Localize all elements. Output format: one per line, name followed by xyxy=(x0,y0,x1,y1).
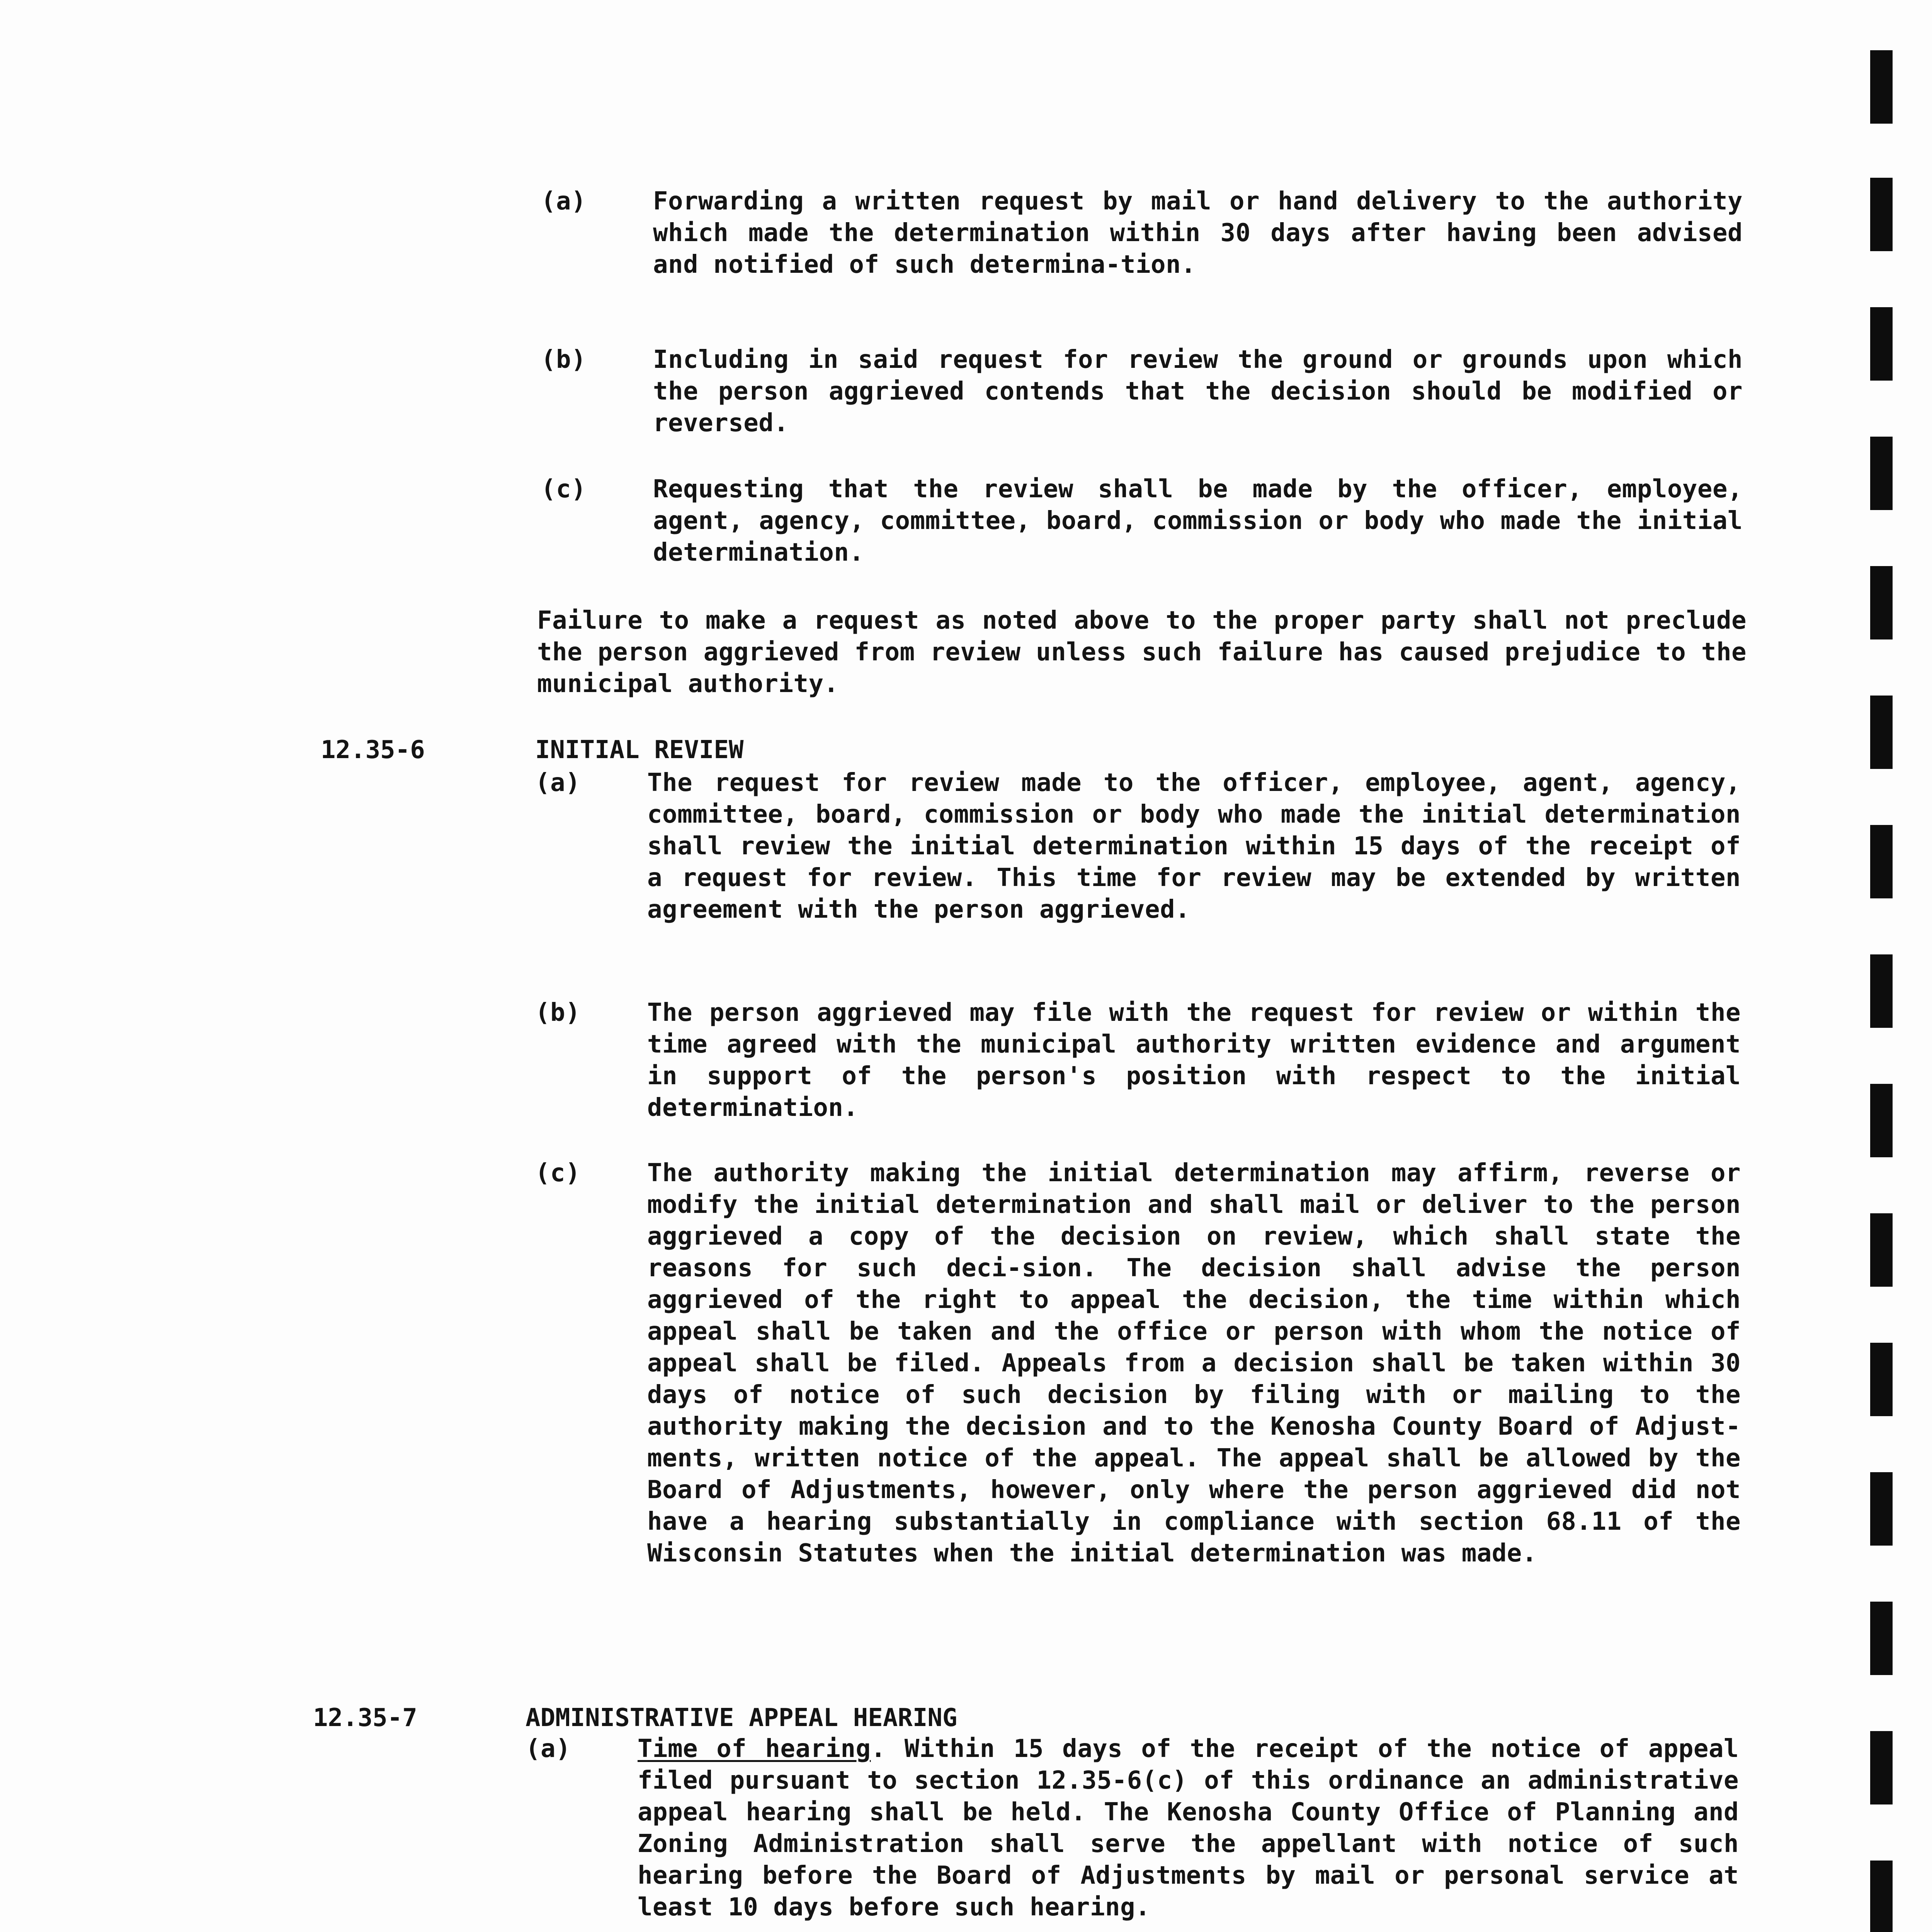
item-label: (c) xyxy=(535,1159,581,1187)
item-text: The request for review made to the officer, employee, agent, agency, committee, board, commission or body who made the initial determination shall review the initial determination within 15 days of the receipt of a request for review. This time for review may be extended by written agreement with the person aggrieved. xyxy=(647,769,1741,924)
edge-mark xyxy=(1870,307,1893,381)
section-number: 12.35-7 xyxy=(313,1704,417,1732)
scan-edge-marks xyxy=(1870,0,1901,1932)
item-text: Requesting that the review shall be made by the officer, employee, agent, agency, committee, board, commission or body who made the initial determination. xyxy=(653,475,1743,567)
item-label: (a) xyxy=(541,187,587,216)
section-number: 12.35-6 xyxy=(321,736,425,764)
edge-mark xyxy=(1870,954,1893,1028)
edge-mark xyxy=(1870,696,1893,769)
edge-mark xyxy=(1870,1861,1893,1932)
edge-mark xyxy=(1870,566,1893,639)
item-text xyxy=(638,1733,1739,1923)
section-title: INITIAL REVIEW xyxy=(535,736,744,764)
item-text: Including in said request for review the ground or grounds upon which the person aggrieved contends that the decision should be modified or reversed. xyxy=(653,345,1743,437)
edge-mark xyxy=(1870,437,1893,510)
item-label: (c) xyxy=(541,475,587,503)
item-text: Forwarding a written request by mail or hand delivery to the authority which made the determination within 30 days after having been advised and notified of such determina-tion. xyxy=(653,187,1743,279)
item-label: (b) xyxy=(541,345,587,374)
item-label: (a) xyxy=(535,769,581,797)
edge-mark xyxy=(1870,178,1893,251)
edge-mark xyxy=(1870,50,1893,124)
section-title: ADMINISTRATIVE APPEAL HEARING xyxy=(526,1704,957,1732)
item-label: (b) xyxy=(535,998,581,1027)
item-label: (a) xyxy=(526,1735,571,1763)
item-text: The person aggrieved may file with the request for review or within the time agreed with the municipal authority written evidence and argument in support of the person's position with respect to the initial determination. xyxy=(647,998,1741,1122)
edge-mark xyxy=(1870,1731,1893,1804)
item-body: . Within 15 days of the receipt of the notice of appeal filed pursuant to section 12.35-6(c) of this ordinance an administrative appeal hearing shall be held. The Kenosha County Office of Planning and Zoning Administration shall serve the appellant with notice of such hearing before the Board of Adjustments by mail or personal service at least 10 days before such hearing. xyxy=(638,1735,1739,1922)
edge-mark xyxy=(1870,1343,1893,1416)
edge-mark xyxy=(1870,1084,1893,1157)
item-text: The authority making the initial determination may affirm, reverse or modify the initial determination and shall mail or deliver to the person aggrieved a copy of the decision on review, which shall state the reasons for such deci-sion. The decision shall advise the person aggrieved of the right to appeal the decision, the time within which appeal shall be taken and the office or person with whom the notice of appeal shall be filed. Appeals from a decision shall be taken within 30 days of notice of such decision by filing with or mailing to the authority making the decision and to the Kenosha County Board of Adjust-ments, written notice of the appeal. The appeal shall be allowed by the Board of Adjustments, however, only where the person aggrieved did not have a hearing substantially in compliance with section 68.11 of the Wisconsin Statutes when the initial determination was made. xyxy=(647,1159,1741,1568)
edge-mark xyxy=(1870,1213,1893,1287)
failure-paragraph: Failure to make a request as noted above to the proper party shall not preclude the person aggrieved from review unless such failure has caused prejudice to the municipal authority. xyxy=(537,606,1747,698)
edge-mark xyxy=(1870,1472,1893,1546)
edge-mark xyxy=(1870,1602,1893,1675)
item-heading: Time of hearing xyxy=(638,1735,871,1763)
edge-mark xyxy=(1870,825,1893,898)
